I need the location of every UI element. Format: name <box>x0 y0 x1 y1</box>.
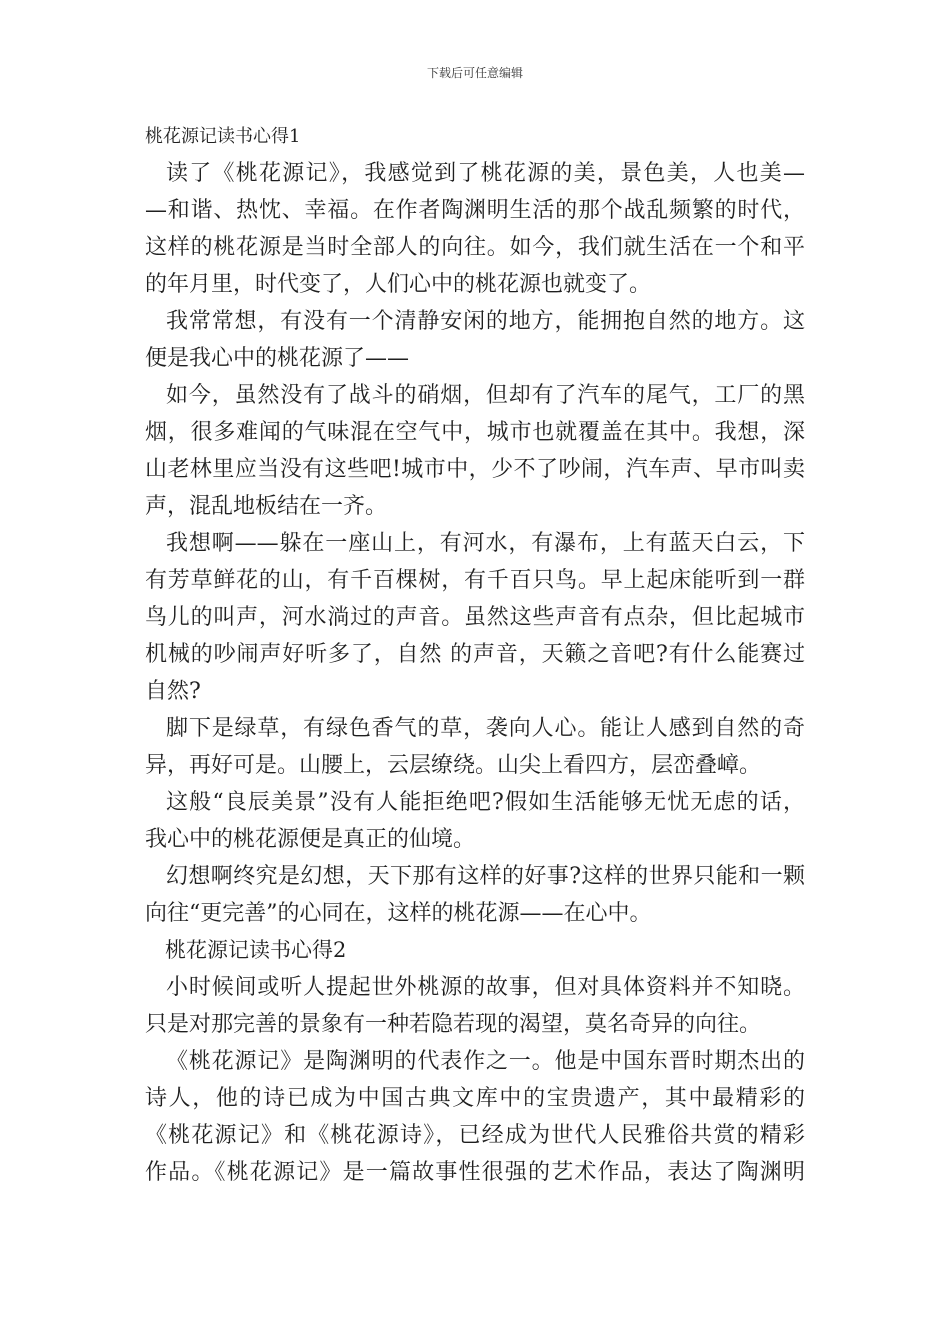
paragraph-line: 我想啊——躲在一座山上，有河水，有瀑布，上有蓝天白云，下 <box>166 531 805 556</box>
paragraph-line: 向往“更完善”的心同在，这样的桃花源——在心中。 <box>145 901 652 926</box>
paragraph-line: —和谐、热忱、幸福。在作者陶渊明生活的那个战乱频繁的时代， <box>145 198 805 223</box>
paragraph-line: 诗人，他的诗已成为中国古典文库中的宝贵遗产，其中最精彩的 <box>145 1086 805 1111</box>
essay1-title: 桃花源记读书心得1 <box>145 126 301 147</box>
paragraph-line: 鸟儿的叫声，河水淌过的声音。虽然这些声音有点杂，但比起城市 <box>145 605 805 630</box>
essay2-paragraph-2 <box>145 1043 805 1191</box>
paragraph-line: 便是我心中的桃花源了—— <box>145 346 410 371</box>
essay2-paragraph-1 <box>145 969 805 1043</box>
paragraph-line: 脚下是绿草，有绿色香气的草，袭向人心。能让人感到自然的奇 <box>166 716 805 741</box>
paragraph-line: 烟，很多难闻的气味混在空气中，城市也就覆盖在其中。我想，深 <box>145 420 805 445</box>
paragraph-line: 《桃花源记》是陶渊明的代表作之一。他是中国东晋时期杰出的 <box>166 1049 805 1074</box>
paragraph-line: 作品。《桃花源记》是一篇故事性很强的艺术作品，表达了陶渊明 <box>145 1160 805 1185</box>
paragraph-line: 声，混乱地板结在一齐。 <box>145 494 388 519</box>
paragraph-line: 机械的吵闹声好听多了，自然 的声音，天籁之音吧?有什么能赛过 <box>145 642 805 667</box>
paragraph-line: 的年月里，时代变了，人们心中的桃花源也就变了。 <box>145 272 652 297</box>
paragraph-line: 幻想啊终究是幻想，天下那有这样的好事?这样的世界只能和一颗 <box>166 864 805 889</box>
essay1-paragraph-2 <box>145 303 805 377</box>
essay1-paragraph-1 <box>145 155 805 303</box>
essay2-title: 桃花源记读书心得2 <box>165 938 347 962</box>
header-note: 下载后可任意编辑 <box>426 66 523 80</box>
paragraph-line: 我心中的桃花源便是真正的仙境。 <box>145 827 476 852</box>
paragraph-line: 自然? <box>145 679 201 704</box>
paragraph-line: 只是对那完善的景象有一种若隐若现的渴望，莫名奇异的向往。 <box>145 1012 762 1037</box>
essay1-paragraph-5 <box>145 710 805 784</box>
paragraph-line: 读了《桃花源记》，我感觉到了桃花源的美，景色美，人也美— <box>166 161 805 186</box>
paragraph-line: 这样的桃花源是当时全部人的向往。如今，我们就生活在一个和平 <box>145 235 805 260</box>
paragraph-line: 有芳草鲜花的山，有千百棵树，有千百只鸟。早上起床能听到一群 <box>145 568 805 593</box>
essay1-paragraph-3 <box>145 377 805 525</box>
paragraph-line: 这般“良辰美景”没有人能拒绝吧?假如生活能够无忧无虑的话， <box>166 790 805 815</box>
essay1-paragraph-7 <box>145 858 805 932</box>
essay1-paragraph-4 <box>145 525 805 710</box>
paragraph-line: 《桃花源记》和《桃花源诗》，已经成为世代人民雅俗共赏的精彩 <box>145 1123 805 1148</box>
document-body <box>145 118 805 1191</box>
paragraph-line: 山老林里应当没有这些吧!城市中，少不了吵闹，汽车声、早市叫卖 <box>145 457 805 482</box>
paragraph-line: 我常常想，有没有一个清静安闲的地方，能拥抱自然的地方。这 <box>166 309 805 334</box>
paragraph-line: 小时候间或听人提起世外桃源的故事，但对具体资料并不知晓。 <box>166 975 805 1000</box>
essay1-paragraph-6 <box>145 784 805 858</box>
paragraph-line: 如今，虽然没有了战斗的硝烟，但却有了汽车的尾气，工厂的黑 <box>166 383 805 408</box>
paragraph-line: 异，再好可是。山腰上，云层缭绕。山尖上看四方，层峦叠嶂。 <box>145 753 762 778</box>
